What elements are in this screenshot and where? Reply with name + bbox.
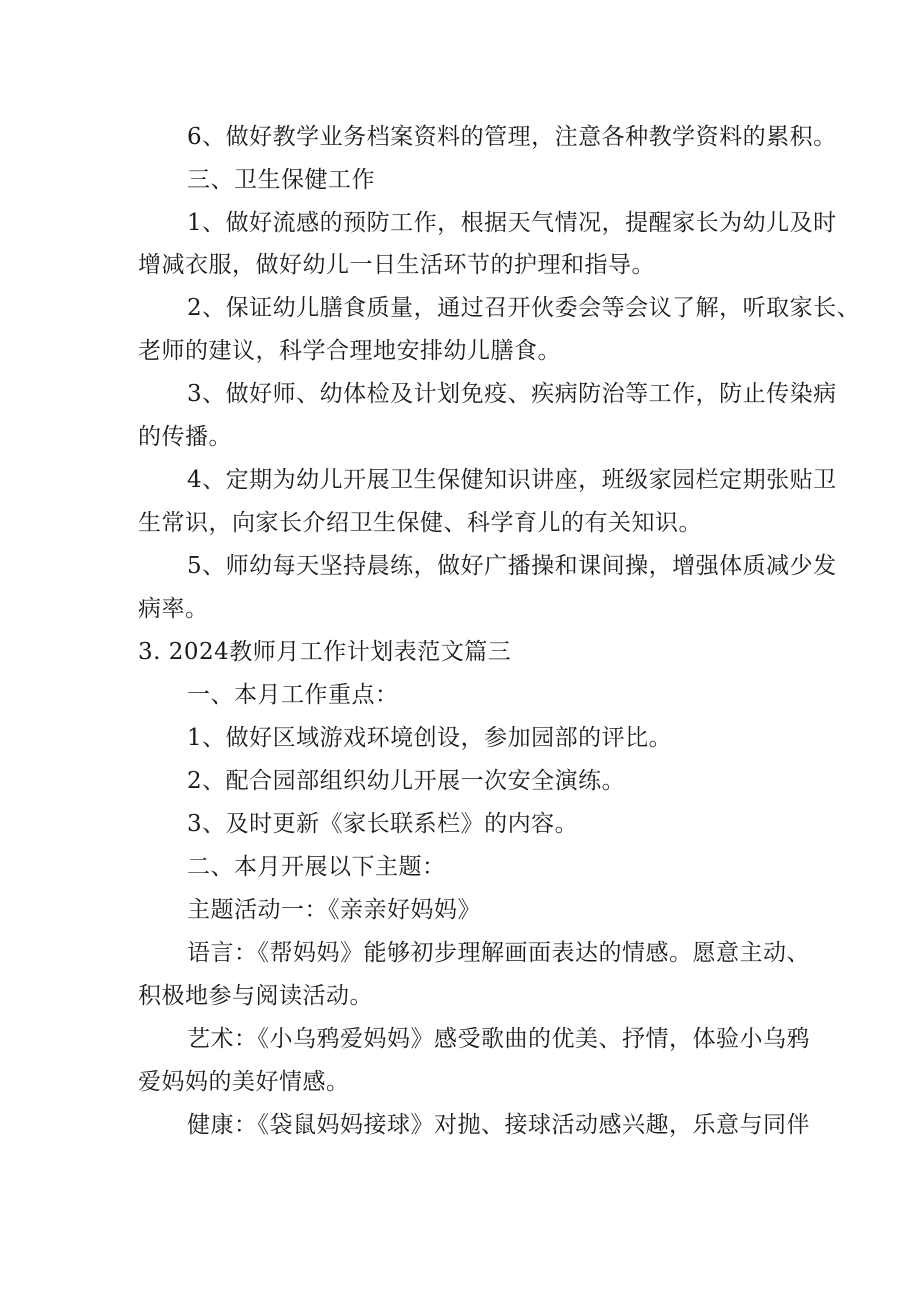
paragraph-line: 2、保证幼儿膳食质量，通过召开伙委会等会议了解，听取家长、 bbox=[187, 295, 861, 321]
paragraph-line: 语言：《帮妈妈》能够初步理解画面表达的情感。愿意主动、 bbox=[187, 940, 810, 966]
theme-title: 主题活动一：《亲亲好妈妈》 bbox=[187, 897, 481, 923]
paragraph-item-6: 6、做好教学业务档案资料的管理，注意各种教学资料的累积。 bbox=[187, 124, 837, 150]
section-heading-themes: 二、本月开展以下主题： bbox=[187, 854, 446, 880]
paragraph-line: 2、配合园部组织幼儿开展一次安全演练。 bbox=[187, 768, 626, 794]
paragraph-line: 4、定期为幼儿开展卫生保健知识讲座，班级家园栏定期张贴卫 bbox=[187, 467, 837, 493]
section-heading-health: 三、卫生保健工作 bbox=[187, 167, 375, 193]
article-title: 3. 2024教师月工作计划表范文篇三 bbox=[138, 639, 512, 665]
section-heading-focus: 一、本月工作重点： bbox=[187, 682, 399, 708]
paragraph-line: 1、做好流感的预防工作，根据天气情况，提醒家长为幼儿及时 bbox=[187, 210, 837, 236]
paragraph-line: 1、做好区域游戏环境创设，参加园部的评比。 bbox=[187, 725, 673, 751]
paragraph-line: 积极地参与阅读活动。 bbox=[138, 983, 373, 1009]
paragraph-line: 3、及时更新《家长联系栏》的内容。 bbox=[187, 811, 579, 837]
paragraph-line: 的传播。 bbox=[138, 424, 232, 450]
paragraph-line: 爱妈妈的美好情感。 bbox=[138, 1069, 350, 1095]
paragraph-line: 老师的建议，科学合理地安排幼儿膳食。 bbox=[138, 338, 561, 364]
paragraph-line: 艺术：《小乌鸦爱妈妈》感受歌曲的优美、抒情，体验小乌鸦 bbox=[187, 1026, 810, 1052]
paragraph-line: 生常识，向家长介绍卫生保健、科学育儿的有关知识。 bbox=[138, 510, 702, 536]
paragraph-line: 增减衣服，做好幼儿一日生活环节的护理和指导。 bbox=[138, 252, 655, 278]
paragraph-line: 病率。 bbox=[138, 596, 209, 622]
paragraph-line: 3、做好师、幼体检及计划免疫、疾病防治等工作，防止传染病 bbox=[187, 381, 837, 407]
paragraph-line: 健康：《袋鼠妈妈接球》对抛、接球活动感兴趣，乐意与同伴 bbox=[187, 1112, 810, 1138]
paragraph-line: 5、师幼每天坚持晨练，做好广播操和课间操，增强体质减少发 bbox=[187, 553, 837, 579]
